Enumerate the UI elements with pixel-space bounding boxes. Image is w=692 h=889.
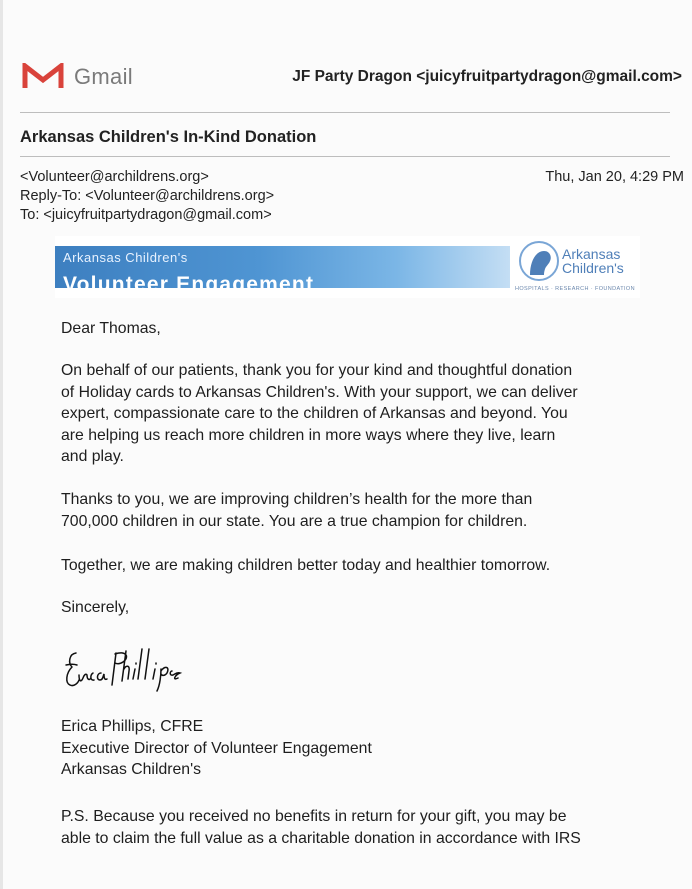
- paragraph-2: [61, 489, 532, 532]
- logo-line1: Arkansas: [562, 246, 621, 262]
- subject-divider: [20, 156, 670, 157]
- paragraph-1-line: expert, compassionate care to the children of Arkansas and beyond. You: [61, 405, 568, 422]
- logo-tagline: HOSPITALS · RESEARCH · FOUNDATION: [515, 286, 635, 292]
- signer-title: Executive Director of Volunteer Engagement: [61, 739, 372, 757]
- paragraph-1-line: and play.: [61, 448, 124, 465]
- paragraph-1: [61, 360, 578, 468]
- paragraph-2-line: 700,000 children in our state. You are a true champion for children.: [61, 512, 528, 530]
- closing: Sincerely,: [61, 599, 130, 616]
- gmail-brand: Gmail: [74, 64, 133, 89]
- postscript-line: P.S. Because you received no benefits in return for your gift, you may be: [61, 808, 567, 825]
- signature-block: [61, 716, 372, 781]
- postscript: [61, 806, 581, 849]
- postscript-line: able to claim the full value as a charitable donation in accordance with IRS: [61, 829, 581, 847]
- greeting: Dear Thomas,: [61, 320, 161, 337]
- gmail-logo-icon: [22, 63, 64, 89]
- account-address: JF Party Dragon <juicyfruitpartydragon@gmail.com>: [292, 68, 682, 85]
- email-to: To: <juicyfruitpartydragon@gmail.com>: [20, 207, 272, 223]
- paragraph-1-line: are helping us reach more children in more ways where they live, learn: [61, 426, 556, 444]
- volunteer-banner: [55, 236, 640, 298]
- gmail-header: [22, 58, 682, 98]
- email-reply-to: Reply-To: <Volunteer@archildrens.org>: [20, 188, 275, 204]
- logo-name: [562, 247, 624, 275]
- handwritten-signature: [60, 645, 190, 693]
- header-divider: [20, 112, 670, 113]
- email-date: Thu, Jan 20, 4:29 PM: [545, 169, 684, 185]
- child-silhouette-logo-icon: [518, 239, 560, 283]
- signer-name: Erica Phillips, CFRE: [61, 718, 204, 735]
- email-subject: Arkansas Children's In-Kind Donation: [20, 128, 317, 146]
- banner-bar: [55, 246, 510, 296]
- page-edge: [0, 0, 3, 889]
- banner-title: Volunteer Engagement: [63, 273, 315, 296]
- paragraph-1-line: of Holiday cards to Arkansas Children's. With your support, we can deliver: [61, 383, 578, 401]
- logo-line2: Children's: [562, 260, 624, 276]
- paragraph-1-line: On behalf of our patients, thank you for your kind and thoughtful donation: [61, 362, 573, 379]
- paragraph-2-line: Thanks to you, we are improving children’s health for the more than: [61, 491, 533, 508]
- paragraph-3: Together, we are making children better today and healthier tomorrow.: [61, 557, 551, 574]
- email-from: <Volunteer@archildrens.org>: [20, 169, 209, 185]
- signer-org: Arkansas Children's: [61, 761, 201, 778]
- banner-top-text: Arkansas Children's: [63, 250, 188, 265]
